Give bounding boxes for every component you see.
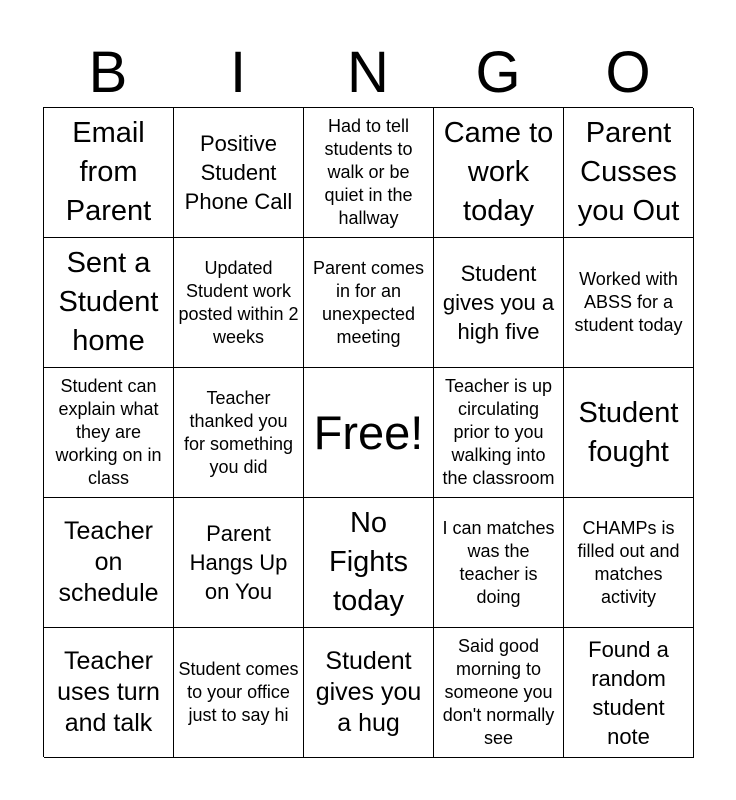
free-space-text: Free! bbox=[313, 406, 424, 459]
bingo-header bbox=[43, 40, 693, 106]
header-letter-o: O bbox=[605, 40, 651, 105]
cell-text: CHAMPs is filled out and matches activity bbox=[577, 517, 680, 607]
cell-text: Updated Student work posted within 2 weeks bbox=[178, 257, 299, 347]
bingo-cell-4-4[interactable] bbox=[434, 498, 564, 628]
bingo-cell-4-3[interactable] bbox=[304, 498, 434, 628]
bingo-cell-5-5[interactable] bbox=[564, 628, 694, 758]
header-letter-i: I bbox=[229, 40, 247, 105]
bingo-cell-3-2[interactable] bbox=[174, 368, 304, 498]
cell-text: Parent Cusses you Out bbox=[577, 117, 680, 227]
cell-text: Positive Student Phone Call bbox=[184, 131, 293, 214]
bingo-cell-3-1[interactable] bbox=[44, 368, 174, 498]
cell-text: Teacher is up circulating prior to you walking into the classroom bbox=[442, 376, 555, 488]
bingo-cell-2-5[interactable] bbox=[564, 238, 694, 368]
cell-text: Worked with ABSS for a student today bbox=[574, 269, 683, 335]
header-letter-g: G bbox=[475, 40, 521, 105]
bingo-cell-1-2[interactable] bbox=[174, 108, 304, 238]
bingo-cell-1-4[interactable] bbox=[434, 108, 564, 238]
bingo-cell-1-3[interactable] bbox=[304, 108, 434, 238]
cell-text: Student gives you a hug bbox=[315, 647, 422, 737]
cell-text: Teacher uses turn and talk bbox=[57, 647, 160, 737]
bingo-cell-2-4[interactable] bbox=[434, 238, 564, 368]
cell-text: Parent comes in for an unexpected meeting bbox=[312, 257, 425, 347]
bingo-cell-5-3[interactable] bbox=[304, 628, 434, 758]
bingo-cell-5-1[interactable] bbox=[44, 628, 174, 758]
bingo-cell-3-4[interactable] bbox=[434, 368, 564, 498]
cell-text: Had to tell students to walk or be quiet in the hallway bbox=[324, 116, 413, 228]
bingo-cell-5-4[interactable] bbox=[434, 628, 564, 758]
cell-text: Student comes to your office just to say hi bbox=[178, 659, 299, 725]
cell-text: I can matches was the teacher is doing bbox=[442, 517, 555, 607]
cell-text: Teacher thanked you for something you did bbox=[183, 387, 294, 477]
bingo-cell-free[interactable] bbox=[304, 368, 434, 498]
cell-text: Student gives you a high five bbox=[442, 261, 555, 344]
cell-text: Email from Parent bbox=[65, 117, 152, 227]
cell-text: Teacher on schedule bbox=[58, 517, 159, 607]
cell-text: Student can explain what they are working on in class bbox=[55, 376, 162, 488]
cell-text: Student fought bbox=[578, 396, 679, 468]
cell-text: Sent a Student home bbox=[58, 247, 159, 357]
bingo-cell-2-2[interactable] bbox=[174, 238, 304, 368]
bingo-cell-1-1[interactable] bbox=[44, 108, 174, 238]
bingo-cell-4-2[interactable] bbox=[174, 498, 304, 628]
cell-text: Came to work today bbox=[443, 117, 554, 227]
bingo-cell-2-3[interactable] bbox=[304, 238, 434, 368]
bingo-cell-3-5[interactable] bbox=[564, 368, 694, 498]
header-letter-n: N bbox=[347, 40, 389, 105]
bingo-board bbox=[43, 107, 693, 757]
cell-text: No Fights today bbox=[329, 507, 408, 617]
bingo-cell-1-5[interactable] bbox=[564, 108, 694, 238]
cell-text: Parent Hangs Up on You bbox=[189, 521, 288, 604]
bingo-cell-4-1[interactable] bbox=[44, 498, 174, 628]
bingo-cell-2-1[interactable] bbox=[44, 238, 174, 368]
cell-text: Said good morning to someone you don't normally see bbox=[442, 636, 555, 748]
bingo-cell-4-5[interactable] bbox=[564, 498, 694, 628]
cell-text: Found a random student note bbox=[588, 636, 669, 749]
header-letter-b: B bbox=[88, 40, 128, 105]
bingo-cell-5-2[interactable] bbox=[174, 628, 304, 758]
